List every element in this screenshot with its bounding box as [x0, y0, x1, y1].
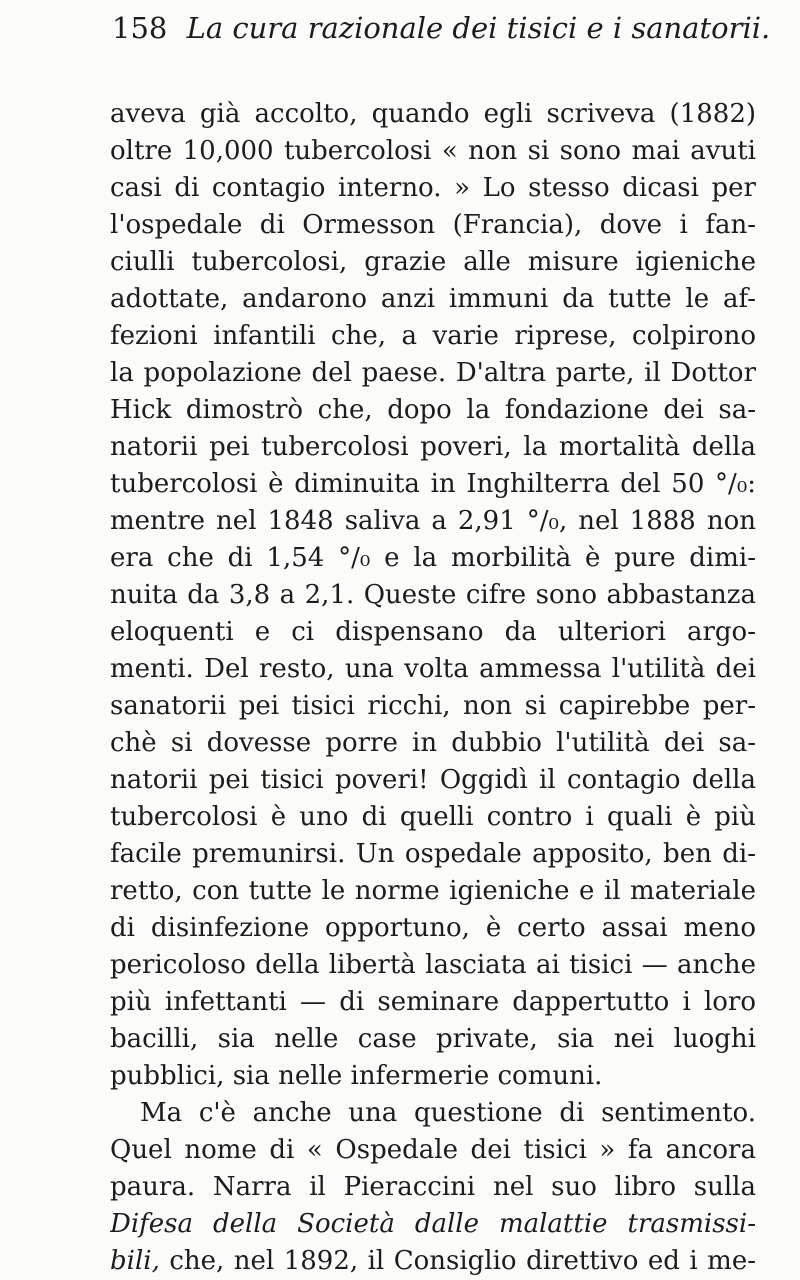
- text-line: oltre 10,000 tubercolosi « non si sono mai avuti: [110, 136, 756, 166]
- italic-text: bili,: [110, 1246, 160, 1276]
- text-line: eloquenti e ci dispensano da ulteriori argo-: [110, 617, 756, 647]
- text-line: [110, 1206, 756, 1243]
- text-line: più infettanti — di seminare dappertutto i loro: [110, 987, 756, 1017]
- page-number: 158: [112, 11, 168, 45]
- text-line: casi di contagio interno. » Lo stesso dicasi per: [110, 173, 756, 203]
- text-line: natorii pei tubercolosi poveri, la mortalità della: [110, 432, 756, 462]
- text-line: l'ospedale di Ormesson (Francia), dove i fan-: [110, 210, 756, 240]
- text-line: menti. Del resto, una volta ammessa l'utilità dei: [110, 654, 756, 684]
- text-line: tubercolosi è uno di quelli contro i quali è più: [110, 802, 756, 832]
- text-line: tubercolosi è diminuita in Inghilterra del 50 °/₀:: [110, 469, 756, 499]
- running-title: La cura razionale dei tisici e i sanatorii.: [186, 11, 771, 45]
- text-line: fezioni infantili che, a varie riprese, colpirono: [110, 321, 756, 351]
- text-line: paura. Narra il Pieraccini nel suo libro sulla: [110, 1172, 756, 1202]
- text-line: sanatorii pei tisici ricchi, non si capirebbe per-: [110, 691, 756, 721]
- text-line: Hick dimostrò che, dopo la fondazione dei sa-: [110, 395, 756, 425]
- text-line: bacilli, sia nelle case private, sia nei luoghi: [110, 1024, 756, 1054]
- text-line: era che di 1,54 °/₀ e la morbilità è pure dimi-: [110, 543, 756, 573]
- text-line: Quel nome di « Ospedale dei tisici » fa ancora: [110, 1135, 756, 1165]
- text-line: bili, che, nel 1892, il Consiglio direttivo ed i me-: [110, 1246, 756, 1276]
- text-line: nuita da 3,8 a 2,1. Queste cifre sono abbastanza: [110, 580, 756, 610]
- text-line: mentre nel 1848 saliva a 2,91 °/₀, nel 1888 non: [110, 506, 756, 536]
- text-line: Ma c'è anche una questione di sentimento.: [140, 1098, 756, 1128]
- text-line: chè si dovesse porre in dubbio l'utilità dei sa-: [110, 728, 756, 758]
- text-line: aveva già accolto, quando egli scriveva (1882): [110, 99, 756, 129]
- text-line: natorii pei tisici poveri! Oggidì il contagio della: [110, 765, 756, 795]
- text-line: pericoloso della libertà lasciata ai tisici — anche: [110, 950, 756, 980]
- page-header: [112, 8, 772, 48]
- text-line: retto, con tutte le norme igieniche e il materiale: [110, 876, 756, 906]
- body-text: [110, 96, 756, 1280]
- italic-text: Difesa della Società dalle malattie trasmissi-: [110, 1209, 756, 1239]
- text-line: facile premunirsi. Un ospedale apposito, ben di-: [110, 839, 756, 869]
- text-line: di disinfezione opportuno, è certo assai meno: [110, 913, 756, 943]
- text-line: pubblici, sia nelle infermerie comuni.: [110, 1061, 603, 1091]
- text-line: ciulli tubercolosi, grazie alle misure igieniche: [110, 247, 756, 277]
- text-line: adottate, andarono anzi immuni da tutte le af-: [110, 284, 756, 314]
- text-line: la popolazione del paese. D'altra parte, il Dottor: [110, 358, 756, 388]
